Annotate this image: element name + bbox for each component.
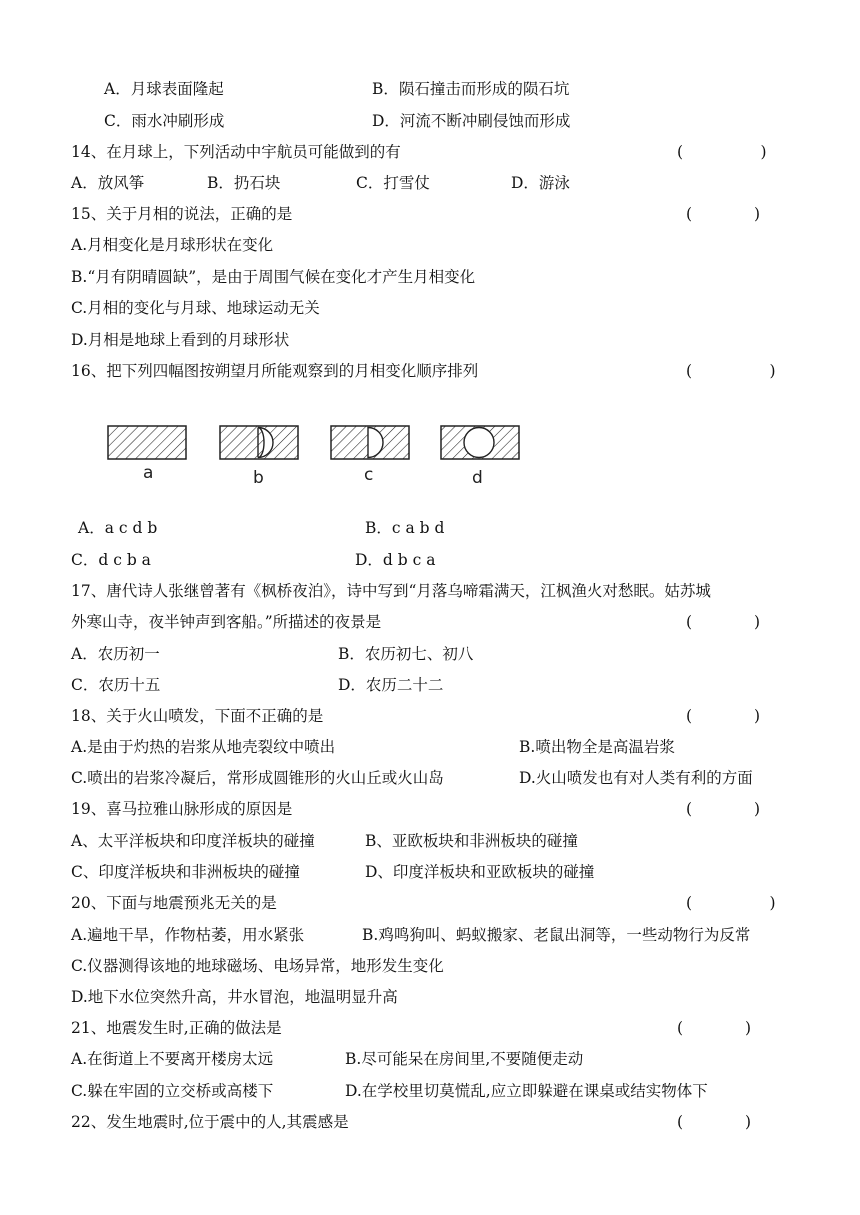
- q20-option-a: A.遍地干旱，作物枯萎，用水紧张: [71, 926, 305, 944]
- moon-phase-label-d: d: [472, 468, 483, 488]
- q16-option-b: B．c a b d: [365, 519, 445, 537]
- q18-option-c: C.喷出的岩浆冷凝后，常形成圆锥形的火山丘或火山岛: [71, 769, 444, 787]
- q20-answer-bracket: ( ): [686, 894, 776, 912]
- q17-option-d: D．农历二十二: [338, 676, 444, 694]
- q19-option-b: B、亚欧板块和非洲板块的碰撞: [365, 832, 578, 850]
- q14-option-a: A．放风筝: [71, 174, 145, 192]
- moon-phase-label-b: b: [253, 468, 264, 488]
- q14-option-c: C．打雪仗: [356, 174, 430, 192]
- q17-option-c: C．农历十五: [71, 676, 161, 694]
- q14-stem: 14、在月球上，下列活动中宇航员可能做到的有: [71, 143, 401, 161]
- q19-answer-bracket: ( ): [686, 800, 761, 818]
- q18-answer-bracket: ( ): [686, 707, 761, 725]
- q18-option-d: D.火山喷发也有对人类有利的方面: [519, 769, 753, 787]
- q20-option-c: C.仪器测得该地的地球磁场、电场异常，地形发生变化: [71, 957, 444, 975]
- q14-option-d: D．游泳: [511, 174, 570, 192]
- q13-option-a: A．月球表面隆起: [104, 80, 224, 98]
- q15-option-c: C.月相的变化与月球、地球运动无关: [71, 299, 320, 317]
- q16-option-a: A．a c d b: [78, 519, 158, 537]
- q19-option-a: A、太平洋板块和印度洋板块的碰撞: [71, 832, 315, 850]
- q20-option-b: B.鸡鸣狗叫、蚂蚁搬家、老鼠出洞等，一些动物行为反常: [362, 926, 751, 944]
- q15-answer-bracket: ( ): [686, 205, 761, 223]
- q17-option-b: B．农历初七、初八: [338, 645, 474, 663]
- q15-option-a: A.月相变化是月球形状在变化: [71, 236, 274, 254]
- q14-option-b: B．扔石块: [207, 174, 281, 192]
- q13-option-d: D．河流不断冲刷侵蚀而形成: [372, 112, 571, 130]
- q16-option-c: C．d c b a: [71, 551, 151, 569]
- q20-option-d: D.地下水位突然升高，井水冒泡，地温明显升高: [71, 988, 398, 1006]
- q19-option-d: D、印度洋板块和亚欧板块的碰撞: [365, 863, 595, 881]
- q17-stem-line2: 外寒山寺，夜半钟声到客船。”所描述的夜景是: [71, 613, 382, 631]
- q15-option-b: B.“月有阴晴圆缺”，是由于周围气候在变化才产生月相变化: [71, 268, 476, 286]
- q17-stem-line1: 17、唐代诗人张继曾著有《枫桥夜泊》，诗中写到“月落乌啼霜满天，江枫渔火对愁眠。姑苏城: [71, 582, 711, 600]
- q22-stem: 22、发生地震时,位于震中的人,其震感是: [71, 1113, 349, 1131]
- q21-option-d: D.在学校里切莫慌乱,应立即躲避在课桌或结实物体下: [345, 1082, 708, 1100]
- q14-answer-bracket: ( ): [677, 143, 767, 161]
- q13-option-c: C．雨水冲刷形成: [104, 112, 225, 130]
- q20-stem: 20、下面与地震预兆无关的是: [71, 894, 277, 912]
- q16-answer-bracket: ( ): [686, 362, 776, 380]
- moon-phase-d: [441, 426, 519, 459]
- q22-answer-bracket: ( ): [677, 1113, 752, 1131]
- moon-phase-a: [108, 426, 186, 459]
- q18-option-a: A.是由于灼热的岩浆从地壳裂纹中喷出: [71, 738, 336, 756]
- q21-option-a: A.在街道上不要离开楼房太远: [71, 1050, 274, 1068]
- q21-option-b: B.尽可能呆在房间里,不要随便走动: [345, 1050, 584, 1068]
- q18-stem: 18、关于火山喷发，下面不正确的是: [71, 707, 324, 725]
- moon-phase-c: [331, 426, 409, 459]
- moon-phase-b: [220, 426, 298, 459]
- q21-option-c: C.躲在牢固的立交桥或高楼下: [71, 1082, 274, 1100]
- q18-option-b: B.喷出物全是高温岩浆: [519, 738, 675, 756]
- q15-option-d: D.月相是地球上看到的月球形状: [71, 331, 290, 349]
- q21-stem: 21、地震发生时,正确的做法是: [71, 1019, 282, 1037]
- q16-stem: 16、把下列四幅图按朔望月所能观察到的月相变化顺序排列: [71, 362, 479, 380]
- moon-phase-label-c: c: [364, 465, 374, 485]
- q21-answer-bracket: ( ): [677, 1019, 752, 1037]
- q17-answer-bracket: ( ): [686, 613, 761, 631]
- moon-phase-label-a: a: [143, 463, 154, 483]
- q15-stem: 15、关于月相的说法，正确的是: [71, 205, 293, 223]
- q19-stem: 19、喜马拉雅山脉形成的原因是: [71, 800, 293, 818]
- q13-option-b: B．陨石撞击而形成的陨石坑: [372, 80, 570, 98]
- q19-option-c: C、印度洋板块和非洲板块的碰撞: [71, 863, 300, 881]
- q16-option-d: D．d b c a: [355, 551, 436, 569]
- q17-option-a: A．农历初一: [71, 645, 160, 663]
